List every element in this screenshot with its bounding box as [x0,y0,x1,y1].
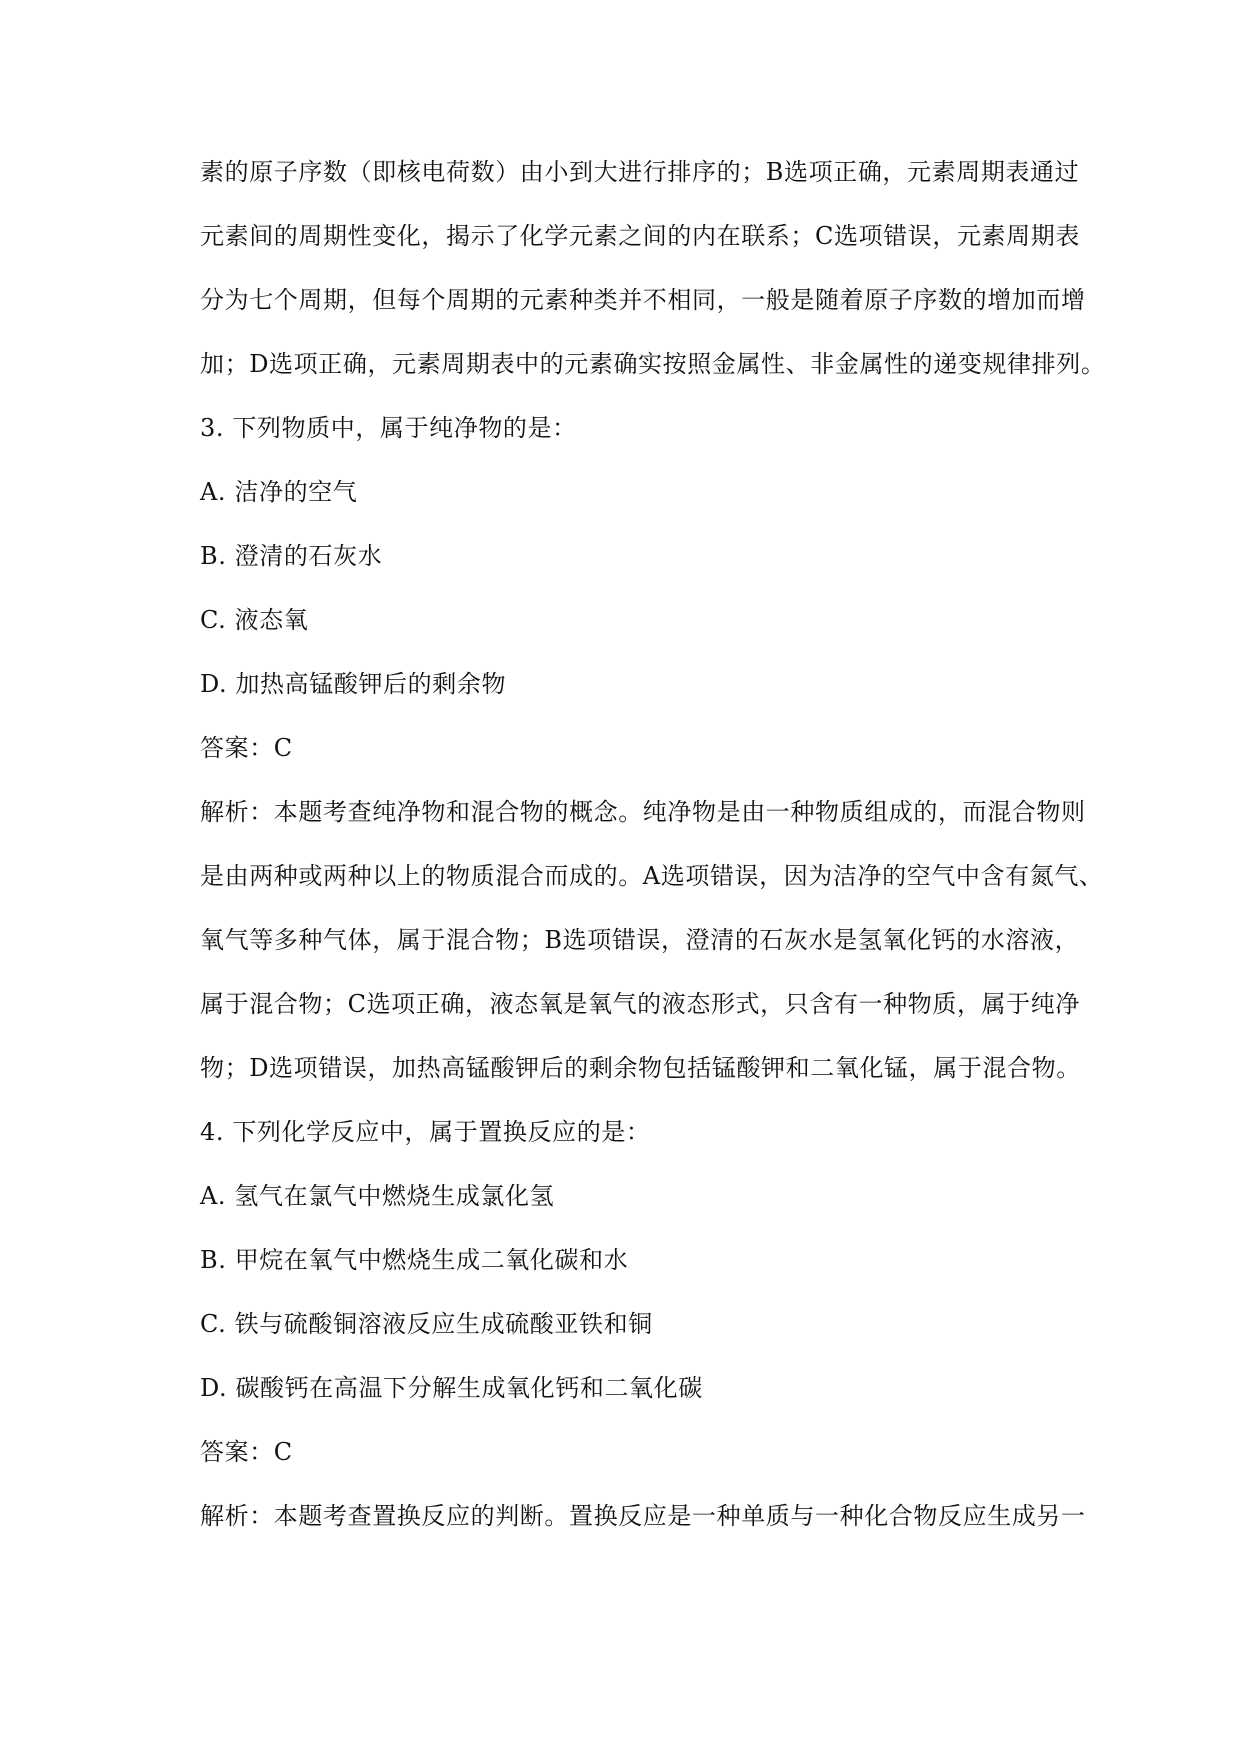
option-b: B. 澄清的石灰水 [200,542,383,570]
option-d: D. 碳酸钙在高温下分解生成氧化钙和二氧化碳 [200,1374,703,1402]
option-a: A. 洁净的空气 [200,478,358,506]
explanation-line: 素的原子序数（即核电荷数）由小到大进行排序的；B选项正确，元素周期表通过 [200,158,1080,186]
question-3 [200,396,1104,1100]
explanation-line: 分为七个周期，但每个周期的元素种类并不相同，一般是随着原子序数的增加而增 [200,286,1086,314]
option-a: A. 氢气在氯气中燃烧生成氯化氢 [200,1182,555,1210]
explanation-line: 加；D选项正确，元素周期表中的元素确实按照金属性、非金属性的递变规律排列。 [200,350,1106,378]
explanation-line: 物；D选项错误，加热高锰酸钾后的剩余物包括锰酸钾和二氧化锰，属于混合物。 [200,1054,1081,1082]
explanation-line: 解析：本题考查置换反应的判断。置换反应是一种单质与一种化合物反应生成另一 [200,1502,1086,1530]
document-page [200,140,1106,1548]
explanation-line: 元素间的周期性变化，揭示了化学元素之间的内在联系；C选项错误，元素周期表 [200,222,1080,250]
option-c: C. 铁与硫酸铜溶液反应生成硫酸亚铁和铜 [200,1310,653,1338]
question-stem: 3. 下列物质中，属于纯净物的是： [200,414,577,442]
explanation-line: 解析：本题考查纯净物和混合物的概念。纯净物是由一种物质组成的，而混合物则 [200,798,1086,826]
explanation-line: 是由两种或两种以上的物质混合而成的。A选项错误，因为洁净的空气中含有氮气、 [200,862,1104,890]
answer: 答案：C [200,1438,293,1466]
option-b: B. 甲烷在氧气中燃烧生成二氧化碳和水 [200,1246,629,1274]
option-d: D. 加热高锰酸钾后的剩余物 [200,670,507,698]
explanation-line: 氧气等多种气体，属于混合物；B选项错误，澄清的石灰水是氢氧化钙的水溶液， [200,926,1080,954]
explanation-line: 属于混合物；C选项正确，液态氧是氧气的液态形式，只含有一种物质，属于纯净 [200,990,1080,1018]
question-stem: 4. 下列化学反应中，属于置换反应的是： [200,1118,651,1146]
continued-explanation [200,140,1106,396]
question-4 [200,1100,1086,1548]
option-c: C. 液态氧 [200,606,309,634]
answer: 答案：C [200,734,293,762]
